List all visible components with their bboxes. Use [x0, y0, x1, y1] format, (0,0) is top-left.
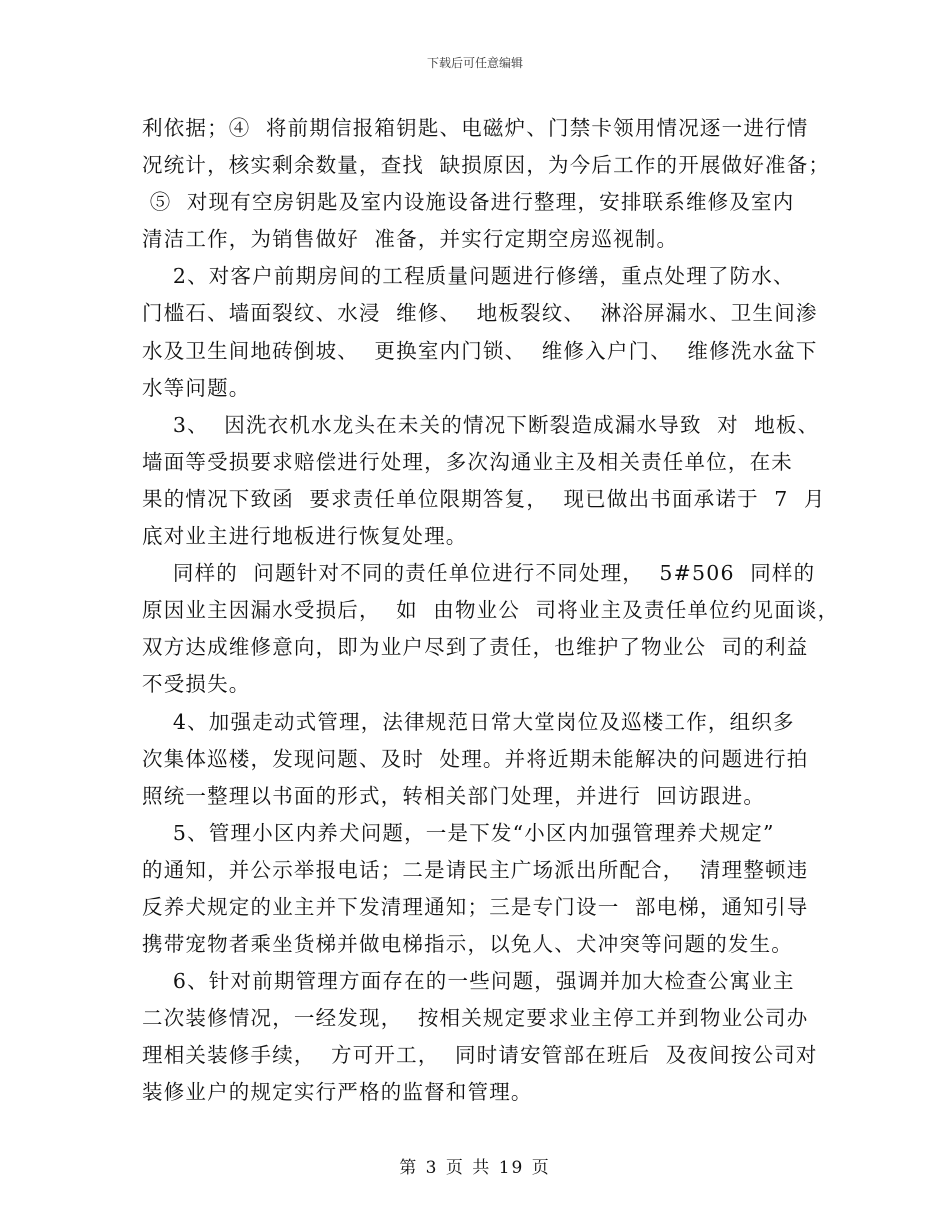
text-line: 3、 因洗衣机水龙头在未关的情况下断裂造成漏水导致 对 地板、: [142, 412, 820, 437]
text-line: 果的情况下致函 要求责任单位限期答复， 现已做出书面承诺于 7 月: [142, 486, 826, 511]
text-line: 同样的 问题针对不同的责任单位进行不同处理， 5#506 同样的: [142, 561, 816, 586]
text-line: 双方达成维修意向，即为业户尽到了责任，也维护了物业公 司的利益: [142, 635, 809, 660]
text-line: 照统一整理以书面的形式，转相关部门处理，并进行 回访跟进。: [142, 783, 766, 808]
text-line: 水等问题。: [142, 375, 251, 400]
text-line: 5、管理小区内养犬问题，一是下发“小区内加强管理养犬规定”: [142, 820, 775, 845]
page-header: 下载后可任意编辑: [426, 56, 523, 70]
text-line: 理相关装修手续， 方可开工， 同时请安管部在班后 及夜间按公司对: [142, 1043, 818, 1068]
page-footer: 第 3 页 共 19 页: [399, 1158, 551, 1178]
text-line: 墙面等受损要求赔偿进行处理，多次沟通业主及相关责任单位，在未: [142, 449, 793, 474]
text-line: 6、针对前期管理方面存在的一些问题，强调并加大检查公寓业主: [142, 969, 795, 994]
text-line: 利依据；④ 将前期信报箱钥匙、电磁炉、门禁卡领用情况逐一进行情: [142, 116, 809, 140]
text-line: 反养犬规定的业主并下发清理通知；三是专门设一 部电梯，通知引导: [142, 894, 809, 919]
text-line: 装修业户的规定实行严格的监督和管理。: [142, 1080, 533, 1105]
text-line: 门槛石、墙面裂纹、水浸 维修、 地板裂纹、 淋浴屏漏水、卫生间渗: [142, 301, 818, 326]
text-line: 的通知，并公示举报电话；二是请民主广场派出所配合， 清理整顿违: [142, 857, 809, 882]
text-line: ⑤ 对现有空房钥匙及室内设施设备进行整理，安排联系维修及室内: [142, 190, 795, 215]
text-line: 清洁工作，为销售做好 准备，并实行定期空房巡视制。: [142, 227, 679, 252]
text-line: 不受损失。: [142, 672, 251, 697]
document-body: [142, 110, 840, 1112]
text-line: 水及卫生间地砖倒坡、 更换室内门锁、 维修入户门、 维修洗水盆下: [142, 338, 818, 363]
text-line: 次集体巡楼，发现问题、及时 处理。并将近期未能解决的问题进行拍: [142, 746, 809, 771]
text-line: 底对业主进行地板进行恢复处理。: [142, 524, 468, 549]
text-line: 况统计，核实剩余数量，查找 缺损原因，为今后工作的开展做好准备；: [142, 153, 831, 178]
text-line: 2、对客户前期房间的工程质量问题进行修缮，重点处理了防水、: [142, 264, 795, 289]
text-line: 原因业主因漏水受损后， 如 由物业公 司将业主及责任单位约见面谈，: [142, 598, 840, 623]
text-line: 4、加强走动式管理，法律规范日常大堂岗位及巡楼工作，组织多: [142, 709, 795, 734]
text-line: 携带宠物者乘坐货梯并做电梯指示，以免人、犬冲突等问题的发生。: [142, 932, 793, 957]
text-line: 二次装修情况，一经发现， 按相关规定要求业主停工并到物业公司办: [142, 1006, 809, 1031]
